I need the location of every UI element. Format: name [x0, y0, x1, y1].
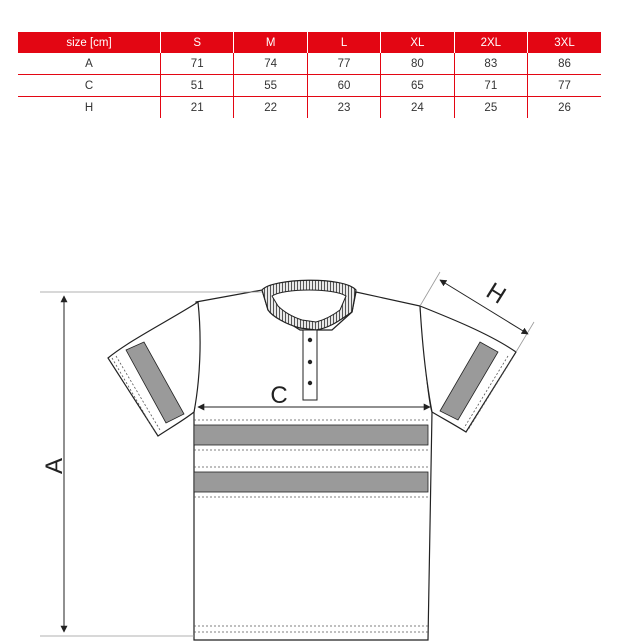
table-cell: 25 [454, 97, 527, 119]
left-sleeve [108, 302, 200, 436]
table-cell: 24 [381, 97, 454, 119]
size-header-xl: XL [381, 32, 454, 53]
dimension-label-a: A [41, 457, 68, 475]
table-cell: 74 [234, 53, 307, 75]
table-cell: 80 [381, 53, 454, 75]
size-header-2xl: 2XL [454, 32, 527, 53]
table-cell: 83 [454, 53, 527, 75]
size-header-l: L [307, 32, 380, 53]
table-cell: 71 [454, 75, 527, 97]
size-header-m: M [234, 32, 307, 53]
table-cell: 26 [558, 101, 571, 114]
table-cell: 23 [307, 97, 380, 119]
row-label: A [18, 53, 161, 75]
dimension-label-c: C [270, 382, 288, 409]
button-icon [308, 338, 312, 342]
size-header-s: S [161, 32, 234, 53]
right-sleeve [420, 306, 516, 432]
table-cell: 77 [307, 53, 380, 75]
dimension-label-h: H [481, 277, 511, 310]
table-cell: 21 [161, 97, 234, 119]
table-cell: 55 [234, 75, 307, 97]
table-cell: 60 [307, 75, 380, 97]
table-cell: 22 [234, 97, 307, 119]
button-icon [308, 360, 312, 364]
size-header-label: size [cm] [18, 32, 161, 53]
placket [303, 330, 317, 400]
table-cell: 51 [161, 75, 234, 97]
row-label: C [18, 75, 161, 97]
table-cell: 86 [528, 53, 601, 75]
table-cell: 77 [528, 75, 601, 97]
button-icon [308, 381, 312, 385]
size-header-3xl: 3XL [528, 32, 601, 53]
row-label: H [18, 97, 161, 119]
table-cell: 71 [161, 53, 234, 75]
table-cell: 65 [381, 75, 454, 97]
